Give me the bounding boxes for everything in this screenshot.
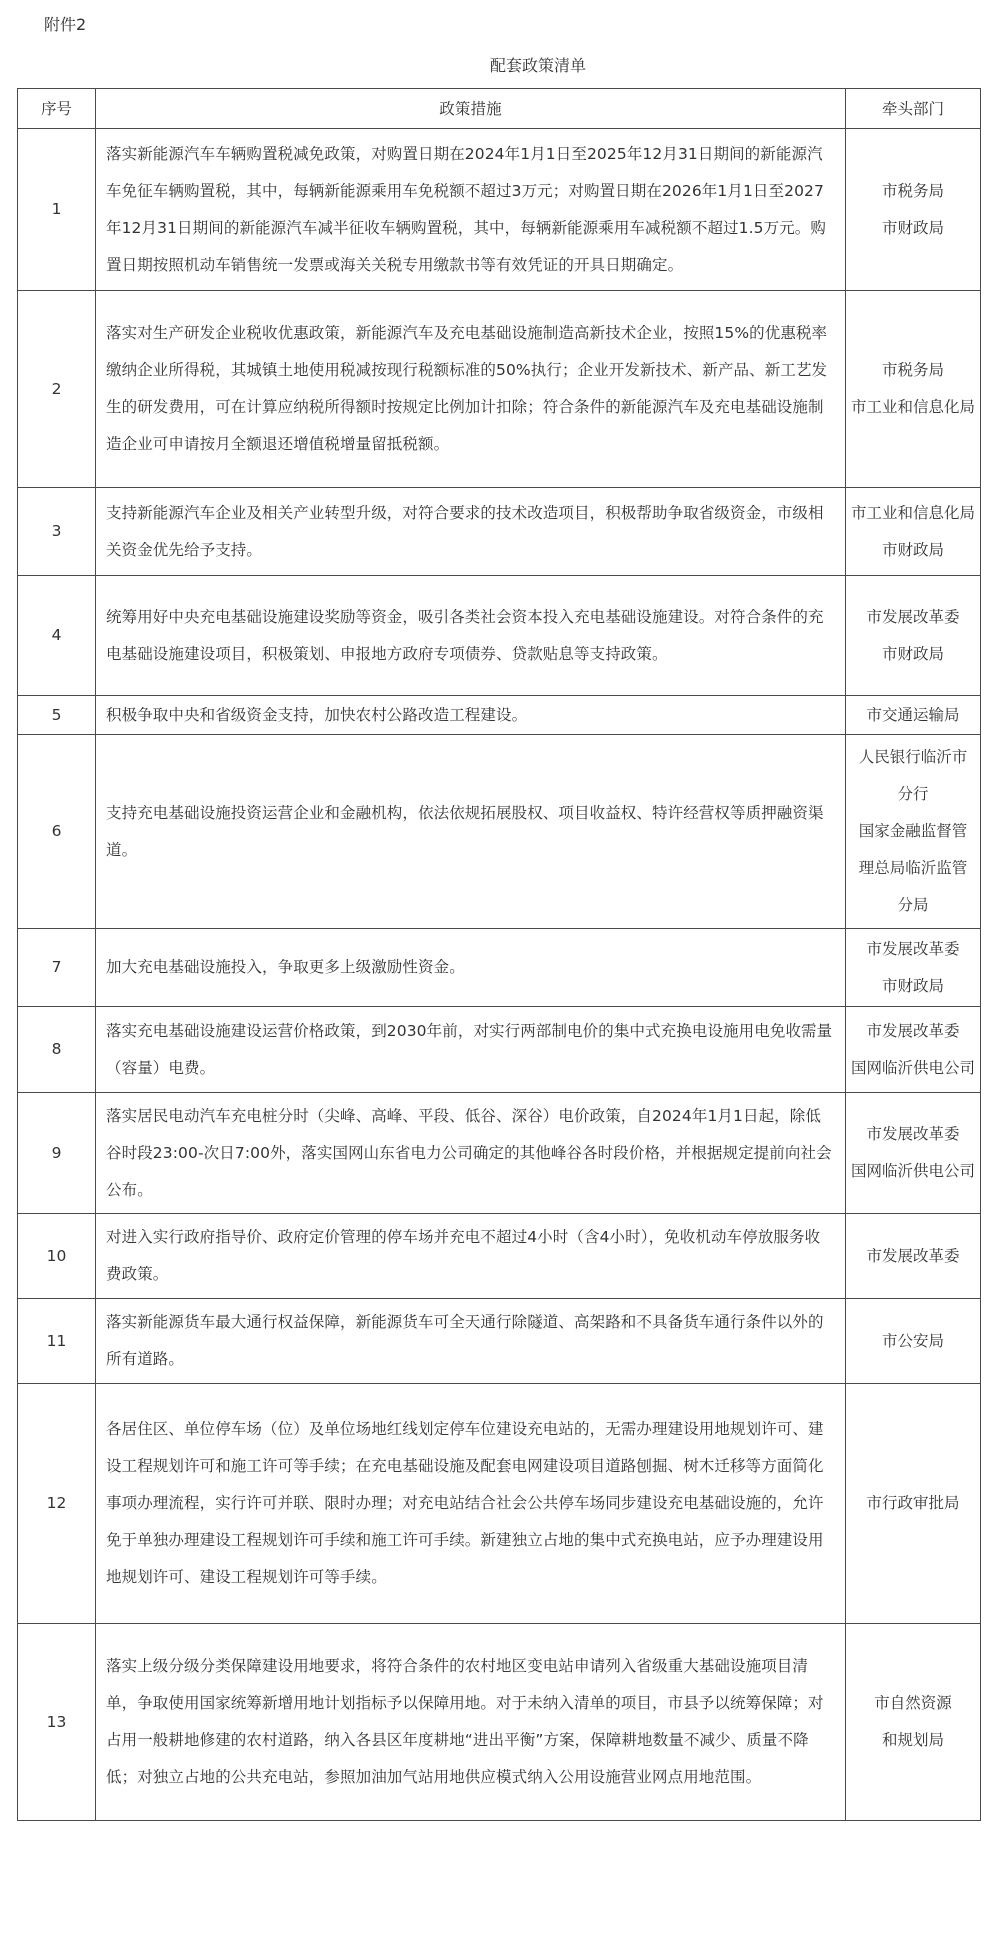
lead-department: 市税务局 市工业和信息化局 bbox=[846, 291, 981, 488]
lead-department: 市税务局 市财政局 bbox=[846, 129, 981, 291]
table-row bbox=[18, 291, 981, 488]
table-row bbox=[18, 1384, 981, 1624]
lead-department: 市自然资源 和规划局 bbox=[846, 1624, 981, 1821]
table-row bbox=[18, 1299, 981, 1384]
row-number: 10 bbox=[18, 1214, 96, 1299]
row-number: 11 bbox=[18, 1299, 96, 1384]
header-measure: 政策措施 bbox=[96, 89, 846, 129]
policy-measure: 各居住区、单位停车场（位）及单位场地红线划定停车位建设充电站的，无需办理建设用地规划许可、建设工程规划许可和施工许可等手续；在充电基础设施及配套电网建设项目道路刨掘、树木迁移等方面简化事项办理流程，实行许可并联、限时办理；对充电站结合社会公共停车场同步建设充电基础设施的，允许免于单独办理建设工程规划许可手续和施工许可手续。新建独立占地的集中式充换电站，应予办理建设用地规划许可、建设工程规划许可等手续。 bbox=[96, 1384, 846, 1624]
policy-measure: 落实对生产研发企业税收优惠政策，新能源汽车及充电基础设施制造高新技术企业，按照15%的优惠税率缴纳企业所得税，其城镇土地使用税减按现行税额标准的50%执行；企业开发新技术、新产品、新工艺发生的研发费用，可在计算应纳税所得额时按规定比例加计扣除；符合条件的新能源汽车及充电基础设施制造企业可申请按月全额退还增值税增量留抵税额。 bbox=[96, 291, 846, 488]
header-dept: 牵头部门 bbox=[846, 89, 981, 129]
policy-measure: 落实居民电动汽车充电桩分时（尖峰、高峰、平段、低谷、深谷）电价政策，自2024年1月1日起，除低谷时段23:00-次日7:00外，落实国网山东省电力公司确定的其他峰谷各时段价格，并根据规定提前向社会公布。 bbox=[96, 1093, 846, 1214]
lead-department: 市交通运输局 bbox=[846, 696, 981, 735]
row-number: 12 bbox=[18, 1384, 96, 1624]
table-row bbox=[18, 488, 981, 576]
row-number: 5 bbox=[18, 696, 96, 735]
policy-table bbox=[17, 88, 981, 1821]
policy-measure: 积极争取中央和省级资金支持，加快农村公路改造工程建设。 bbox=[96, 696, 846, 735]
table-row bbox=[18, 1214, 981, 1299]
policy-measure: 对进入实行政府指导价、政府定价管理的停车场并充电不超过4小时（含4小时），免收机动车停放服务收费政策。 bbox=[96, 1214, 846, 1299]
row-number: 3 bbox=[18, 488, 96, 576]
policy-measure: 支持充电基础设施投资运营企业和金融机构，依法依规拓展股权、项目收益权、特许经营权等质押融资渠道。 bbox=[96, 735, 846, 929]
lead-department: 市工业和信息化局 市财政局 bbox=[846, 488, 981, 576]
row-number: 6 bbox=[18, 735, 96, 929]
lead-department: 市公安局 bbox=[846, 1299, 981, 1384]
table-row bbox=[18, 576, 981, 696]
table-row bbox=[18, 129, 981, 291]
row-number: 1 bbox=[18, 129, 96, 291]
header-no: 序号 bbox=[18, 89, 96, 129]
lead-department: 人民银行临沂市 分行 国家金融监督管 理总局临沂监管 分局 bbox=[846, 735, 981, 929]
lead-department: 市行政审批局 bbox=[846, 1384, 981, 1624]
table-row bbox=[18, 735, 981, 929]
policy-measure: 落实充电基础设施建设运营价格政策，到2030年前，对实行两部制电价的集中式充换电设施用电免收需量（容量）电费。 bbox=[96, 1007, 846, 1093]
lead-department: 市发展改革委 国网临沂供电公司 bbox=[846, 1007, 981, 1093]
row-number: 8 bbox=[18, 1007, 96, 1093]
row-number: 2 bbox=[18, 291, 96, 488]
table-header-row bbox=[18, 89, 981, 129]
table-row bbox=[18, 1624, 981, 1821]
policy-measure: 加大充电基础设施投入，争取更多上级激励性资金。 bbox=[96, 929, 846, 1007]
policy-measure: 落实新能源汽车车辆购置税减免政策，对购置日期在2024年1月1日至2025年12月31日期间的新能源汽车免征车辆购置税，其中，每辆新能源乘用车免税额不超过3万元；对购置日期在2026年1月1日至2027年12月31日期间的新能源汽车减半征收车辆购置税，其中，每辆新能源乘用车减税额不超过1.5万元。购置日期按照机动车销售统一发票或海关关税专用缴款书等有效凭证的开具日期确定。 bbox=[96, 129, 846, 291]
attachment-label: 附件2 bbox=[44, 15, 87, 34]
row-number: 13 bbox=[18, 1624, 96, 1821]
policy-measure: 落实上级分级分类保障建设用地要求，将符合条件的农村地区变电站申请列入省级重大基础设施项目清单，争取使用国家统筹新增用地计划指标予以保障用地。对于未纳入清单的项目，市县予以统筹保障；对占用一般耕地修建的农村道路，纳入各县区年度耕地“进出平衡”方案，保障耕地数量不减少、质量不降低；对独立占地的公共充电站，参照加油加气站用地供应模式纳入公用设施营业网点用地范围。 bbox=[96, 1624, 846, 1821]
table-row bbox=[18, 696, 981, 735]
row-number: 4 bbox=[18, 576, 96, 696]
policy-measure: 支持新能源汽车企业及相关产业转型升级，对符合要求的技术改造项目，积极帮助争取省级资金，市级相关资金优先给予支持。 bbox=[96, 488, 846, 576]
table-row bbox=[18, 1007, 981, 1093]
row-number: 7 bbox=[18, 929, 96, 1007]
lead-department: 市发展改革委 市财政局 bbox=[846, 929, 981, 1007]
lead-department: 市发展改革委 市财政局 bbox=[846, 576, 981, 696]
policy-measure: 落实新能源货车最大通行权益保障，新能源货车可全天通行除隧道、高架路和不具备货车通行条件以外的所有道路。 bbox=[96, 1299, 846, 1384]
policy-measure: 统筹用好中央充电基础设施建设奖励等资金，吸引各类社会资本投入充电基础设施建设。对符合条件的充电基础设施建设项目，积极策划、申报地方政府专项债券、贷款贴息等支持政策。 bbox=[96, 576, 846, 696]
lead-department: 市发展改革委 bbox=[846, 1214, 981, 1299]
table-row bbox=[18, 1093, 981, 1214]
table-row bbox=[18, 929, 981, 1007]
row-number: 9 bbox=[18, 1093, 96, 1214]
lead-department: 市发展改革委 国网临沂供电公司 bbox=[846, 1093, 981, 1214]
document-title: 配套政策清单 bbox=[489, 56, 586, 75]
